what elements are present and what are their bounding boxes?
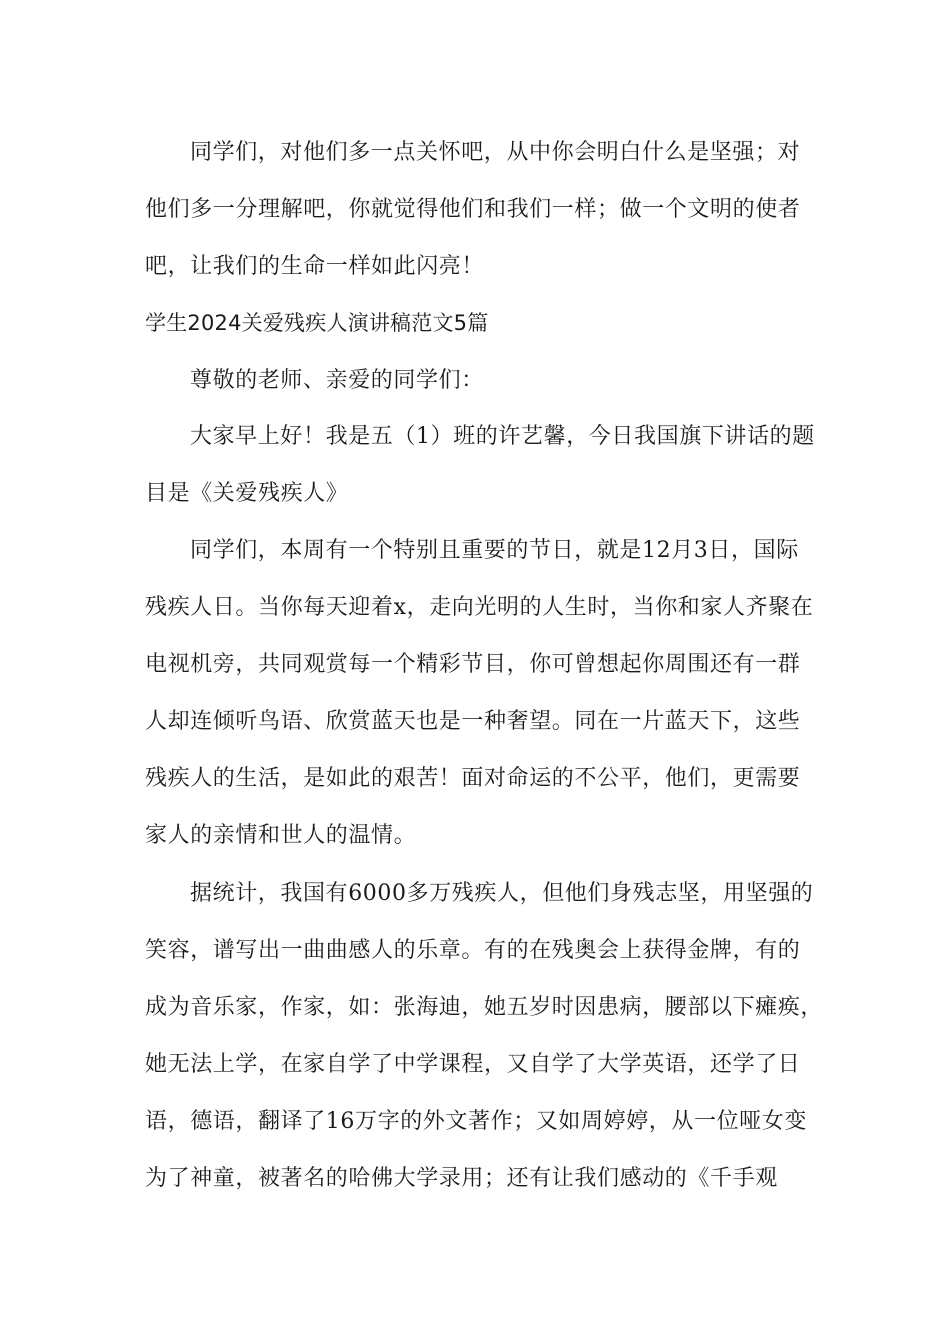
paragraph-line: 人却连倾听鸟语、欣赏蓝天也是一种奢望。同在一片蓝天下，这些 (145, 709, 801, 734)
paragraph-line: 她无法上学，在家自学了中学课程，又自学了大学英语，还学了日 (145, 1052, 801, 1077)
paragraph-line: 家人的亲情和世人的温情。 (145, 823, 417, 848)
paragraph-line: 电视机旁，共同观赏每一个精彩节目，你可曾想起你周围还有一群 (145, 652, 801, 677)
paragraph-line: 笑容，谱写出一曲曲感人的乐章。有的在残奥会上获得金牌，有的 (145, 938, 801, 963)
section-title: 学生2024关爱残疾人演讲稿范文5篇 (145, 311, 489, 335)
paragraph-line: 吧，让我们的生命一样如此闪亮！ (145, 254, 485, 279)
paragraph-line: 残疾人的生活，是如此的艰苦！面对命运的不公平，他们，更需要 (145, 766, 801, 791)
paragraph-line: 语，德语，翻译了16万字的外文著作；又如周婷婷，从一位哑女变 (145, 1109, 807, 1134)
paragraph-line: 目是《关爱残疾人》 (145, 481, 349, 506)
paragraph-line: 为了神童，被著名的哈佛大学录用；还有让我们感动的《千手观 (145, 1166, 778, 1191)
paragraph-line: 据统计，我国有6000多万残疾人，但他们身残志坚，用坚强的 (190, 881, 814, 906)
paragraph-line: 同学们，本周有一个特别且重要的节日，就是12月3日，国际 (190, 538, 799, 563)
paragraph-line: 他们多一分理解吧，你就觉得他们和我们一样；做一个文明的使者 (145, 197, 801, 222)
paragraph-line: 残疾人日。当你每天迎着x，走向光明的人生时，当你和家人齐聚在 (145, 595, 814, 620)
paragraph-line: 大家早上好！我是五（1）班的许艺馨，今日我国旗下讲话的题 (190, 424, 815, 449)
salutation-line: 尊敬的老师、亲爱的同学们： (190, 368, 484, 393)
paragraph-line: 成为音乐家，作家，如：张海迪，她五岁时因患病，腰部以下瘫痪， (145, 995, 824, 1020)
paragraph-line: 同学们，对他们多一点关怀吧，从中你会明白什么是坚强；对 (190, 140, 801, 165)
